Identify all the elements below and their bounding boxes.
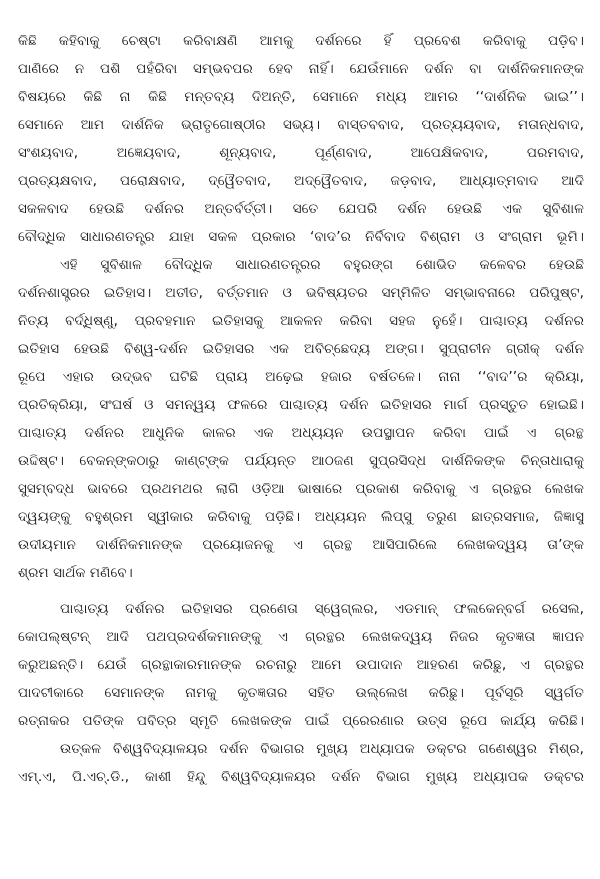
paragraph-3-line-3: କରୁଅଛନ୍ତି। ଯେଉଁ ଗ୍ରନ୍ଥାକାରମାନଙ୍କ ରଚନାରୁ ଆମେ ଉପାଦାନ ଆହରଣ କରିଛୁ, ଏ ଗ୍ରନ୍ଥର	[18, 657, 584, 673]
paragraph-1-line-7: ସକଳବାଦ ହେଉଛି ଦର୍ଶନର ଅନ୍ତର୍ବର୍ତ୍ତୀ। ସତେ ଯେପରି ଦର୍ଶନ ହେଉଛି ଏକ ସୁବିଶାଳ	[18, 201, 584, 217]
paragraph-1-line-2: ପାଣିରେ ନ ପଶି ପହଁରିବା ସମ୍ଭବପର ହେବ ନାହିଁ। ଯେଉଁମାନେ ଦର୍ଶନ ବା ଦାର୍ଶନିକମାନଙ୍କ	[18, 61, 584, 77]
paragraph-2-line-9: ସୁସମ୍ବଦ୍ଧ ଭାବରେ ପ୍ରଥମଥର ଲାଗି ଓଡ଼ିଆ ଭାଷାରେ ପ୍ରକାଶ କରିବାକୁ ଏ ଗ୍ରନ୍ଥର ଲେଖକ	[18, 481, 584, 497]
body-text	[18, 27, 584, 791]
paragraph-3-line-2: କୋପଲ୍‌ଷ୍ଟନ୍ ଆଦି ପଥପ୍ରଦର୍ଶକମାନଙ୍କୁ ଏ ଗ୍ରନ୍ଥର ଲେଖକଦ୍ୱୟ ନିଜର କୃତଜ୍ଞତା ଜ୍ଞାପନ	[18, 629, 584, 645]
paragraph-gap	[18, 587, 584, 595]
paragraph-3-line-5: ରତ୍ନାକର ପତିଙ୍କ ପବିତ୍ର ସ୍ମୃତି ଲେଖକଙ୍କ ପାଇଁ ପ୍ରେରଣାର ଉତ୍ସ ରୂପେ କାର୍ଯ୍ୟ କରିଛି।	[18, 713, 584, 729]
paragraph-2-line-6: ପ୍ରତିକ୍ରିୟା, ସଂଘର୍ଷ ଓ ସମନ୍ୱୟ ଫଳରେ ପାଶ୍ଚାତ୍ୟ ଦର୍ଶନ ଇତିହାସର ମାର୍ଗ ପ୍ରସ୍ତୁତ ହୋଇଛି।	[18, 397, 584, 413]
paragraph-2-line-8: ଉଦ୍ଦିଷ୍ଟ। ବେକନ୍‌ଙ୍କଠାରୁ କାଣ୍ଟ୍‌ଙ୍କ ପର୍ଯ୍ୟନ୍ତ ଆଠଜଣ ସୁପ୍ରସିଦ୍ଧ ଦାର୍ଶନିକଙ୍କ ଚିନ୍ତାଧାରାକୁ	[18, 453, 584, 469]
paragraph-2-line-11: ଉଦୀୟମାନ ଦାର୍ଶନିକମାନଙ୍କ ପ୍ରୟୋଜନକୁ ଏ ଗ୍ରନ୍ଥ ଆସିପାରିଲେ ଲେଖକଦ୍ୱୟ ତା’ଙ୍କ	[18, 537, 584, 553]
paragraph-1-line-3: ବିଷୟରେ କିଛି ନା କିଛି ମନ୍ତବ୍ୟ ଦିଅନ୍ତି, ସେମାନେ ମଧ୍ୟ ଆମର ‘‘ଦାର୍ଶନିକ ଭାଇ’’।	[18, 89, 584, 105]
paragraph-2-line-1: ଏହି ସୁବିଶାଳ ବୌଦ୍ଧିକ ସାଧାରଣତନ୍ତ୍ରର ବହୁରଙ୍ଗ ଶୋଭିତ କଳେବର ହେଉଛି	[60, 257, 584, 273]
paragraph-4-line-1: ଉତ୍କଳ ବିଶ୍ୱବିଦ୍ୟାଳୟର ଦର୍ଶନ ବିଭାଗର ମୁଖ୍ୟ ଅଧ୍ୟାପକ ଡକ୍ଟର ଗଣେଶ୍ୱର ମିଶ୍ର,	[60, 741, 584, 757]
paragraph-2-line-2: ଦର୍ଶନଶାସ୍ତ୍ରର ଇତିହାସ। ଅତୀତ, ବର୍ତ୍ତମାନ ଓ ଭବିଷ୍ୟତର ସମ୍ମିଳିତ ସମ୍ଭାବନାରେ ପରିପୁଷ୍ଟ,	[18, 285, 584, 301]
paragraph-2-line-12: ଶ୍ରମ ସାର୍ଥକ ମଣିବେ।	[18, 565, 133, 581]
paragraph-2-line-4: ଇତିହାସ ହେଉଛି ବିଶ୍ୱ-ଦର୍ଶନ ଇତିହାସର ଏକ ଅବିଚ୍ଛେଦ୍ୟ ଅଙ୍ଗ। ସୁପ୍ରାଚୀନ ଗ୍ରୀକ୍ ଦର୍ଶନ	[18, 341, 584, 357]
paragraph-3-line-4: ପାଦଟୀକାରେ ସେମାନଙ୍କ ନାମକୁ କୃତଜ୍ଞତାର ସହିତ ଉଲ୍ଲେଖ କରିଛୁ। ପୂର୍ବସୂରି ସ୍ୱର୍ଗତ	[18, 685, 584, 701]
paragraph-2-line-7: ପାଶ୍ଚାତ୍ୟ ଦର୍ଶନର ଆଧୁନିକ କାଳର ଏକ ଅଧ୍ୟୟନ ଉପସ୍ଥାପନ କରିବା ପାଇଁ ଏ ଗ୍ରନ୍ଥ	[18, 425, 584, 441]
paragraph-1-line-4: ସେମାନେ ଆମ ଦାର୍ଶନିକ ଭ୍ରାତୃଗୋଷ୍ଠୀର ସଭ୍ୟ। ବାସ୍ତବବାଦ, ପ୍ରତ୍ୟୟବାଦ, ମତାନ୍ଧବାଦ,	[18, 117, 584, 133]
paragraph-1-line-1: କିଛି କହିବାକୁ ଚେଷ୍ଟା କରିବାକ୍ଷଣି ଆମକୁ ଦର୍ଶନରେ ହିଁ ପ୍ରବେଶ କରିବାକୁ ପଡ଼ିବ।	[18, 33, 584, 49]
paragraph-1-line-6: ପ୍ରତ୍ୟକ୍ଷବାଦ, ପରୋକ୍ଷବାଦ, ଦ୍ୱୈତବାଦ, ଅଦ୍ୱୈତବାଦ, ଜଡ଼ବାଦ, ଆଧ୍ୟାତ୍ମବାଦ ଆଦି	[18, 173, 584, 189]
paragraph-1-line-8: ବୌଦ୍ଧିକ ସାଧାରଣତନ୍ତ୍ର ଯାହା ସକଳ ପ୍ରକାର ‘ବାଦ’ର ନିର୍ବିବାଦ ବିଶ୍ରାମ ଓ ସଂଗ୍ରାମ ଭୂମି।	[18, 229, 584, 245]
paragraph-2-line-5: ରୂପେ ଏହାର ଉଦ୍ଭବ ଘଟିଛି ପ୍ରାୟ ଅଢ଼େଇ ହଜାର ବର୍ଷତଳେ। ନାନା ‘‘ବାଦ’’ର କ୍ରିୟା,	[18, 369, 584, 385]
paragraph-4-line-2: ଏମ୍.ଏ, ପି.ଏଚ୍.ଡି., କାଶୀ ହିନ୍ଦୁ ବିଶ୍ୱବିଦ୍ୟାଳୟର ଦର୍ଶନ ବିଭାଗ ମୁଖ୍ୟ ଅଧ୍ୟାପକ ଡକ୍ଟର	[18, 769, 584, 785]
paragraph-2-line-10: ଦ୍ୱୟଙ୍କୁ ବହୁଶ୍ରମ ସ୍ୱୀକାର କରିବାକୁ ପଡ଼ିଛି। ଅଧ୍ୟୟନ ଲିପ୍ସୁ ତରୁଣ ଛାତ୍ରସମାଜ, ଜିଜ୍ଞାସୁ	[18, 509, 584, 525]
paragraph-2-line-3: ନିତ୍ୟ ବର୍ଦ୍ଧିଷ୍ଣୁ, ପ୍ରବହମାନ ଇତିହାସକୁ ଆକଳନ କରିବା ସହଜ ନୁହେଁ। ପାଶ୍ଚାତ୍ୟ ଦର୍ଶନର	[18, 313, 584, 329]
paragraph-3-line-1: ପାଶ୍ଚାତ୍ୟ ଦର୍ଶନର ଇତିହାସର ପ୍ରଣେତା ସ୍ୱେଗ୍‌ଲର, ଏଡମାନ୍ ଫଲକେନ୍‌ବର୍ଗ ରସେଲ,	[60, 601, 584, 617]
paragraph-1-line-5: ସଂଶୟବାଦ, ଅଜ୍ଞେୟବାଦ, ଶୂନ୍ୟବାଦ, ପୂର୍ଣ୍ଣବାଦ, ଆପେକ୍ଷିକବାଦ, ପରମବାଦ,	[18, 145, 584, 161]
